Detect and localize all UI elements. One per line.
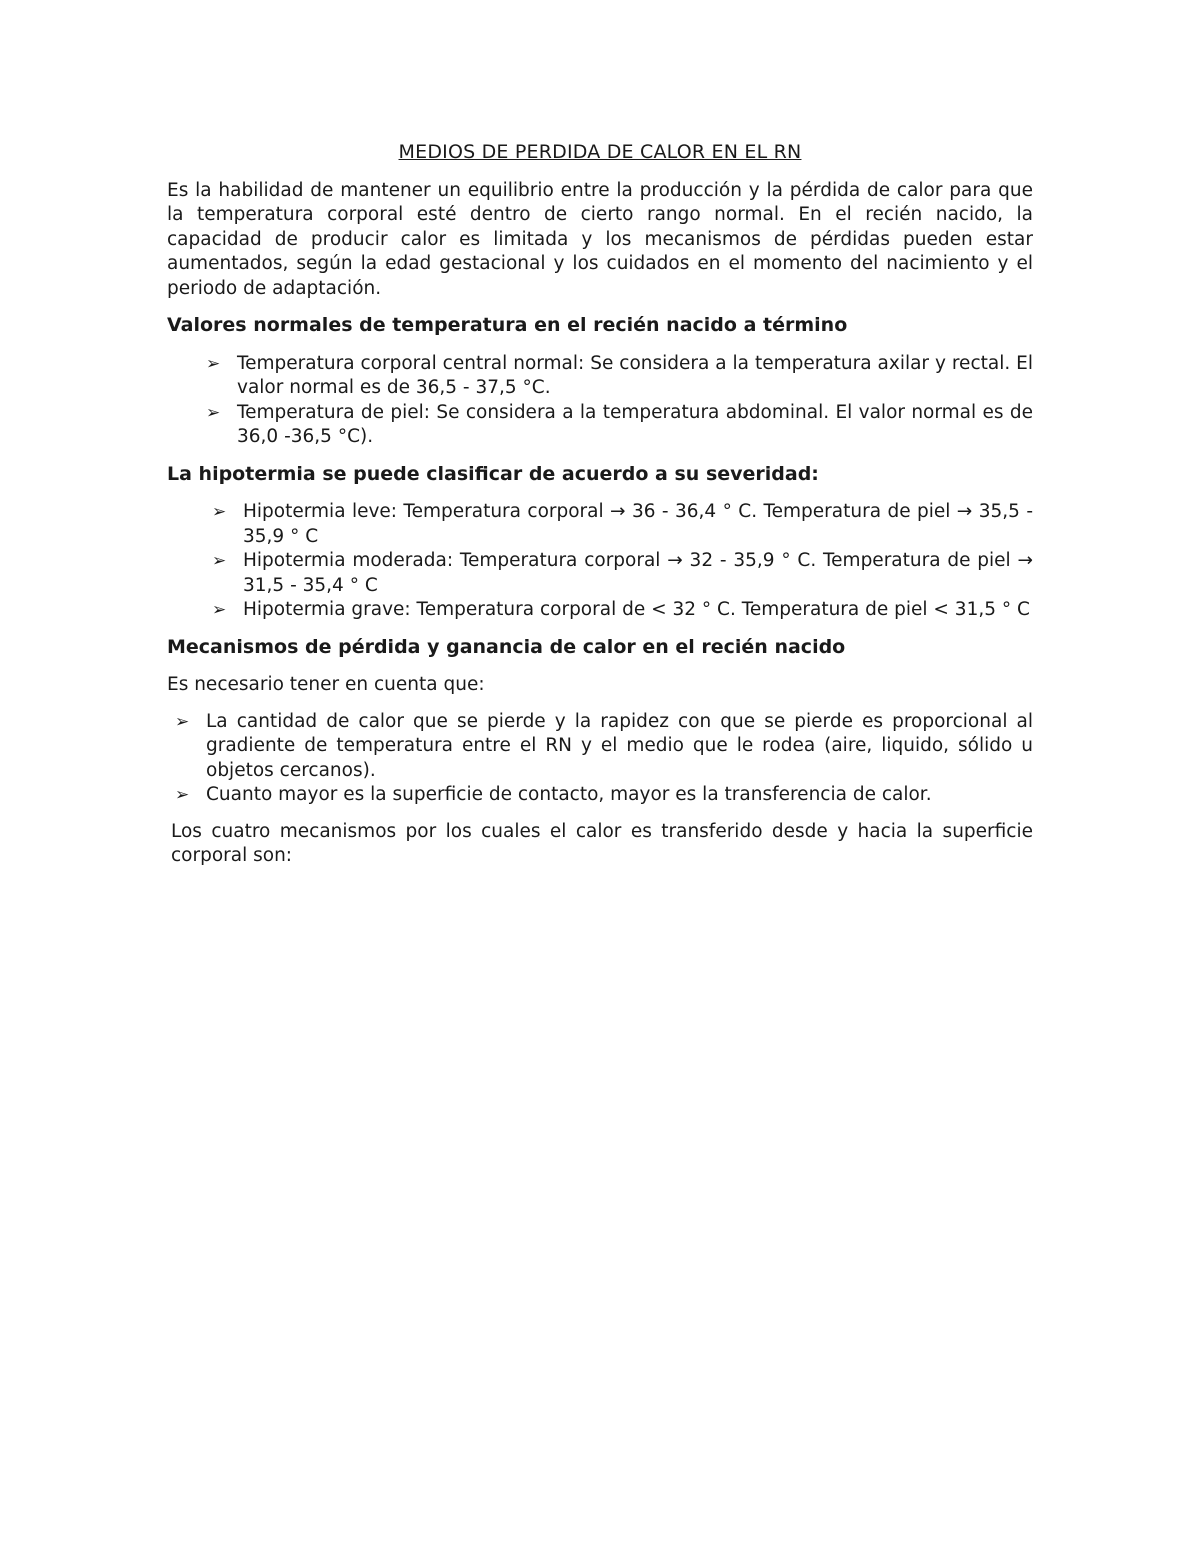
arrowhead-bullet-icon: ➢	[206, 402, 221, 423]
list-item-text: Hipotermia moderada: Temperatura corporal → 32 - 35,9 ° C. Temperatura de piel → 31,5 - 35,4 ° C	[243, 550, 1033, 596]
normal-values-list	[206, 352, 1033, 450]
mechanisms-list	[175, 710, 1033, 808]
list-item	[212, 500, 1033, 549]
intro-paragraph: Es la habilidad de mantener un equilibrio entre la producción y la pérdida de calor para que la temperatura corporal esté dentro de cierto rango normal. En el recién nacido, la capacidad de producir calor es limitada y los mecanismos de pérdidas pueden estar aumentados, según la edad gestacional y los cuidados en el momento del nacimiento y el periodo de adaptación.	[167, 179, 1033, 299]
section-heading-normal-values: Valores normales de temperatura en el recién nacido a término	[167, 314, 848, 336]
list-item-text: Hipotermia grave: Temperatura corporal de < 32 ° C. Temperatura de piel < 31,5 ° C	[243, 599, 1030, 620]
mechanisms-intro: Es necesario tener en cuenta que:	[167, 674, 485, 695]
hypothermia-list	[212, 500, 1033, 623]
list-item	[212, 549, 1033, 598]
arrowhead-bullet-icon: ➢	[212, 600, 227, 620]
arrowhead-bullet-icon: ➢	[206, 353, 221, 374]
arrowhead-bullet-icon: ➢	[212, 551, 227, 571]
list-item-text: Hipotermia leve: Temperatura corporal → 36 - 36,4 ° C. Temperatura de piel → 35,5 - 35,9 ° C	[243, 501, 1033, 547]
mechanisms-closing-paragraph: Los cuatro mecanismos por los cuales el calor es transferido desde y hacia la superficie corporal son:	[171, 820, 1033, 866]
document-body	[167, 140, 1033, 881]
list-item-text: La cantidad de calor que se pierde y la rapidez con que se pierde es proporcional al gradiente de temperatura entre el RN y el medio que le rodea (aire, liquido, sólido u objetos cercanos).	[206, 710, 1033, 781]
list-item	[212, 598, 1033, 623]
list-item	[206, 401, 1033, 450]
list-item-text: Cuanto mayor es la superficie de contacto, mayor es la transferencia de calor.	[206, 784, 932, 805]
list-item	[175, 783, 1033, 808]
list-item	[206, 352, 1033, 401]
arrowhead-bullet-icon: ➢	[175, 711, 190, 732]
arrowhead-bullet-icon: ➢	[175, 785, 190, 805]
document-title: MEDIOS DE PERDIDA DE CALOR EN EL RN	[398, 141, 802, 163]
list-item-text: Temperatura de piel: Se considera a la temperatura abdominal. El valor normal es de 36,0 -36,5 °C).	[237, 401, 1033, 447]
list-item-text: Temperatura corporal central normal: Se considera a la temperatura axilar y rectal. El valor normal es de 36,5 - 37,5 °C.	[237, 352, 1033, 398]
list-item	[175, 710, 1033, 784]
section-heading-mechanisms: Mecanismos de pérdida y ganancia de calor en el recién nacido	[167, 635, 846, 658]
section-heading-hypothermia: La hipotermia se puede clasificar de acuerdo a su severidad:	[167, 462, 819, 485]
arrowhead-bullet-icon: ➢	[212, 502, 227, 522]
